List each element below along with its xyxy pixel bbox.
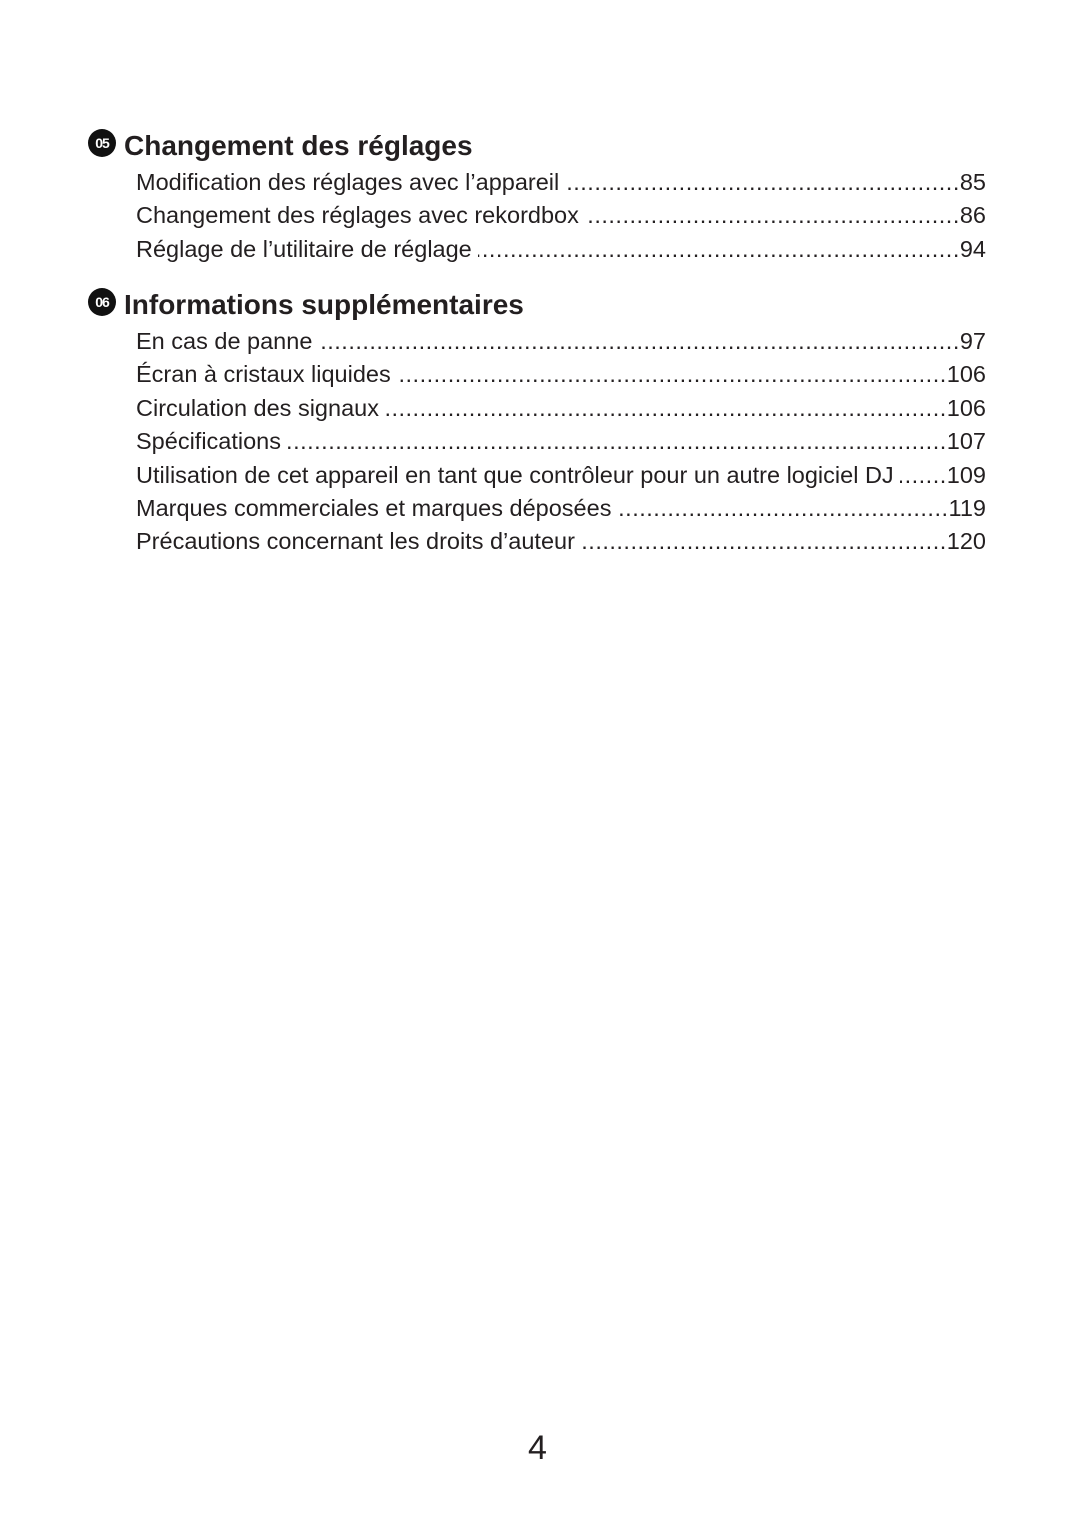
- toc-entry-page: 120: [946, 528, 986, 555]
- toc-section-06: [88, 285, 986, 559]
- toc-entry[interactable]: [136, 392, 986, 425]
- toc-entry-label: En cas de panne: [136, 328, 313, 354]
- section-heading: [88, 285, 986, 325]
- toc-entry[interactable]: [136, 425, 986, 458]
- toc-entry-page: 119: [948, 494, 986, 521]
- toc-entry-label: Changement des réglages avec rekordbox: [136, 202, 579, 229]
- toc-entry[interactable]: [136, 459, 986, 492]
- toc-entry-label: Spécifications: [136, 428, 281, 455]
- section-title: Changement des réglages: [124, 130, 473, 161]
- section-number-badge: 05: [88, 129, 116, 157]
- dot-leader: [318, 325, 959, 358]
- page-number: 4: [528, 1429, 547, 1467]
- dot-leader: [565, 166, 960, 199]
- toc-list: [136, 166, 986, 266]
- dot-leader: [287, 425, 947, 458]
- toc-entry[interactable]: [136, 166, 986, 199]
- dot-leader: [900, 459, 947, 492]
- dot-leader: [585, 199, 960, 232]
- toc-entry-page: 94: [959, 235, 986, 262]
- toc-entry-page: 85: [959, 169, 986, 195]
- toc-entry-label: Réglage de l’utilitaire de réglage: [136, 235, 472, 262]
- toc-entry-page: 97: [959, 328, 986, 354]
- toc-section-05: [88, 126, 986, 266]
- dot-leader: [397, 358, 947, 391]
- toc-entry-label: Marques commerciales et marques déposées: [136, 494, 612, 521]
- toc-entry-page: 106: [946, 394, 986, 421]
- section-title: Informations supplémentaires: [124, 289, 524, 320]
- dot-leader: [385, 392, 947, 425]
- section-number-badge: 06: [88, 288, 116, 316]
- toc-entry[interactable]: [136, 358, 986, 391]
- toc-entry-page: 106: [946, 361, 986, 388]
- toc-entry[interactable]: [136, 199, 986, 232]
- dot-leader: [617, 492, 948, 525]
- toc-entry[interactable]: [136, 525, 986, 558]
- toc-entry[interactable]: [136, 492, 986, 525]
- dot-leader: [581, 525, 947, 558]
- toc-entry-label: Écran à cristaux liquides: [136, 361, 391, 388]
- toc-entry-label: Utilisation de cet appareil en tant que contrôleur pour un autre logiciel DJ: [136, 461, 894, 488]
- toc-entry-page: 109: [946, 461, 986, 488]
- toc-entry-page: 107: [946, 428, 986, 455]
- section-heading: [88, 126, 986, 166]
- toc-entry[interactable]: [136, 233, 986, 266]
- toc-entry-label: Précautions concernant les droits d’auteur: [136, 528, 575, 555]
- toc-entry[interactable]: [136, 325, 986, 358]
- toc-entry-page: 86: [959, 202, 986, 229]
- toc-entry-label: Circulation des signaux: [136, 394, 379, 421]
- toc-entry-label: Modification des réglages avec l’appareil: [136, 169, 560, 195]
- dot-leader: [478, 233, 960, 266]
- toc-list: [136, 325, 986, 559]
